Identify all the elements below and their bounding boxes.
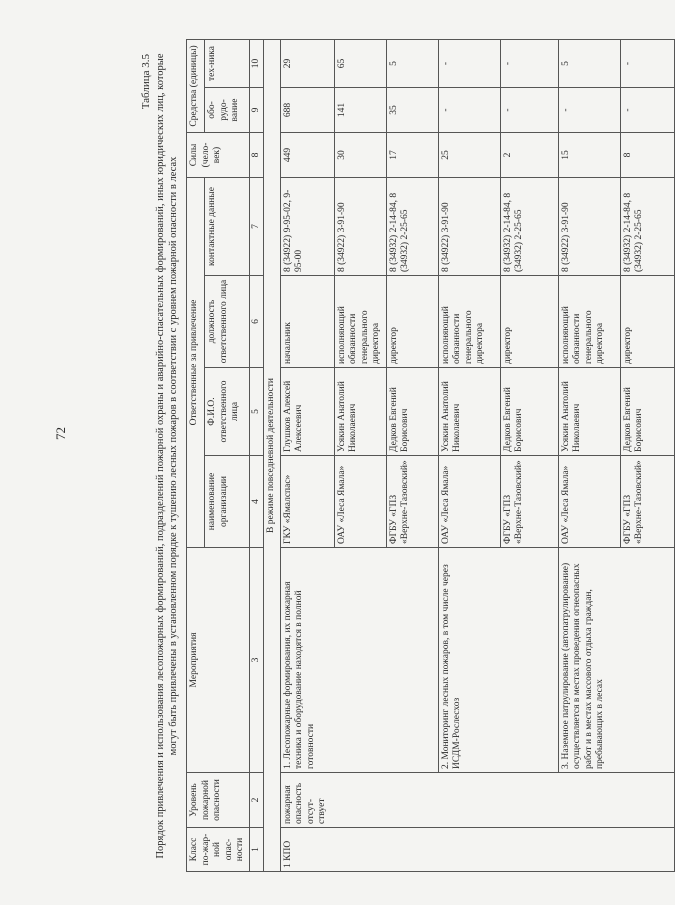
org-cell: ОАУ «Леса Ямала» (438, 456, 500, 548)
position-cell: директор (620, 276, 674, 368)
measure-2: 2. Мониторинг лесных пожаров, в том числе через ИСДМ-Рослесхоз (438, 548, 558, 773)
header-class: Класс по-жар-ной опас-ности (187, 828, 250, 872)
measure-1: 1. Лесопожарные формирования, их пожарная техника и оборудование находятся в полной готовности (280, 548, 438, 773)
position-cell: директор (386, 276, 438, 368)
equipment-cell: 141 (334, 88, 386, 133)
fio-cell: Дедков Евгений Борисович (386, 368, 438, 456)
equipment-cell: 35 (386, 88, 438, 133)
col-number: 5 (249, 368, 264, 456)
page-number: 72 (53, 427, 68, 440)
column-numbers-row (249, 40, 264, 872)
vehicles-cell: 65 (334, 40, 386, 88)
vehicles-cell: - (620, 40, 674, 88)
contacts-cell: 8 (34922) 3-91-90 (438, 178, 500, 276)
vehicles-cell: - (500, 40, 558, 88)
header-contacts: контактные данные (205, 178, 249, 276)
org-cell: ОАУ «Леса Ямала» (558, 456, 620, 548)
equipment-cell: - (438, 88, 500, 133)
forces-cell: 17 (386, 133, 438, 178)
forces-cell: 8 (620, 133, 674, 178)
table-row (438, 40, 500, 872)
contacts-cell: 8 (34922) 9-95-02, 9-95-00 (280, 178, 334, 276)
header-measures: Мероприятия (187, 548, 250, 773)
contacts-cell: 8 (34932) 2-14-84, 8 (34932) 2-25-65 (500, 178, 558, 276)
forces-cell: 449 (280, 133, 334, 178)
forces-cell: 2 (500, 133, 558, 178)
org-cell: ФГБУ «ГПЗ «Верхне-Тазовский» (386, 456, 438, 548)
header-level: Уровень пожарной опасности (187, 773, 250, 828)
fio-cell: Усякин Анатолий Николаевич (558, 368, 620, 456)
header-fio: Ф.И.О. ответственного лица (205, 368, 249, 456)
vehicles-cell: 29 (280, 40, 334, 88)
rotated-page-content (140, 40, 644, 872)
equipment-cell: 688 (280, 88, 334, 133)
col-number: 6 (249, 276, 264, 368)
fio-cell: Дедков Евгений Борисович (620, 368, 674, 456)
header-vehicles: тех-ника (205, 40, 249, 88)
equipment-cell: - (558, 88, 620, 133)
vehicles-cell: 5 (558, 40, 620, 88)
vehicles-cell: - (438, 40, 500, 88)
equipment-cell: - (620, 88, 674, 133)
contacts-cell: 8 (34922) 3-91-90 (334, 178, 386, 276)
col-number: 9 (249, 88, 264, 133)
position-cell: исполняющий обязанности генерального директора (438, 276, 500, 368)
fio-cell: Усякин Анатолий Николаевич (334, 368, 386, 456)
forces-cell: 30 (334, 133, 386, 178)
header-means: Средства (единицы) (187, 40, 205, 133)
header-equipment: обо-рудо-вание (205, 88, 249, 133)
forces-cell: 25 (438, 133, 500, 178)
equipment-cell: - (500, 88, 558, 133)
header-org-name: наименование организации (205, 456, 249, 548)
org-cell: ОАУ «Леса Ямала» (334, 456, 386, 548)
fio-cell: Усякин Анатолий Николаевич (438, 368, 500, 456)
fio-cell: Дедков Евгений Борисович (500, 368, 558, 456)
class-cell: 1 КПО (280, 828, 674, 872)
vehicles-cell: 5 (386, 40, 438, 88)
contacts-cell: 8 (34922) 3-91-90 (558, 178, 620, 276)
col-number: 7 (249, 178, 264, 276)
table-number: Таблица 3.5 (140, 54, 152, 110)
position-cell: начальник (280, 276, 334, 368)
table-title: Порядок привлечения и использования лесопожарных формирований, подразделений пожарной охраны и аварийно-спасательных формирований, иных юридических лиц, которые могут быть привлечены в установленном порядке к тушению лесных пожаров в соответствии с уровнем пожарной опасности в лесах (155, 53, 179, 859)
col-number: 1 (249, 828, 264, 872)
position-cell: директор (500, 276, 558, 368)
org-cell: ГКУ «Ямалспас» (280, 456, 334, 548)
table-row (558, 40, 620, 872)
section-title: В режиме повседневной деятельности (264, 40, 281, 872)
position-cell: исполняющий обязанности генерального директора (334, 276, 386, 368)
col-number: 10 (249, 40, 264, 88)
col-number: 8 (249, 133, 264, 178)
measure-3: 3. Наземное патрулирование (автопатрулирование) осуществляется в местах проведения огнеопасных работ и в местах массового отдыха граждан, пребывающих в лесах (558, 548, 674, 773)
col-number: 3 (249, 548, 264, 773)
contacts-cell: 8 (34932) 2-14-84, 8 (34932) 2-25-65 (620, 178, 674, 276)
header-responsible: Ответственные за привлечение (187, 178, 205, 548)
fio-cell: Глушков Алексей Алексеевич (280, 368, 334, 456)
header-position: должность ответственного лица (205, 276, 249, 368)
col-number: 2 (249, 773, 264, 828)
org-cell: ФГБУ «ГПЗ «Верхне-Тазовский» (620, 456, 674, 548)
col-number: 4 (249, 456, 264, 548)
forces-cell: 15 (558, 133, 620, 178)
org-cell: ФГБУ «ГПЗ «Верхне-Тазовский» (500, 456, 558, 548)
forces-table (186, 39, 675, 872)
section-row (264, 40, 281, 872)
table-row (280, 40, 334, 872)
position-cell: исполняющий обязанности генерального директора (558, 276, 620, 368)
contacts-cell: 8 (34932) 2-14-84, 8 (34932) 2-25-65 (386, 178, 438, 276)
level-cell: пожарная опасность отсут-ствует (280, 773, 674, 828)
header-forces: Силы (чело-век) (187, 133, 250, 178)
